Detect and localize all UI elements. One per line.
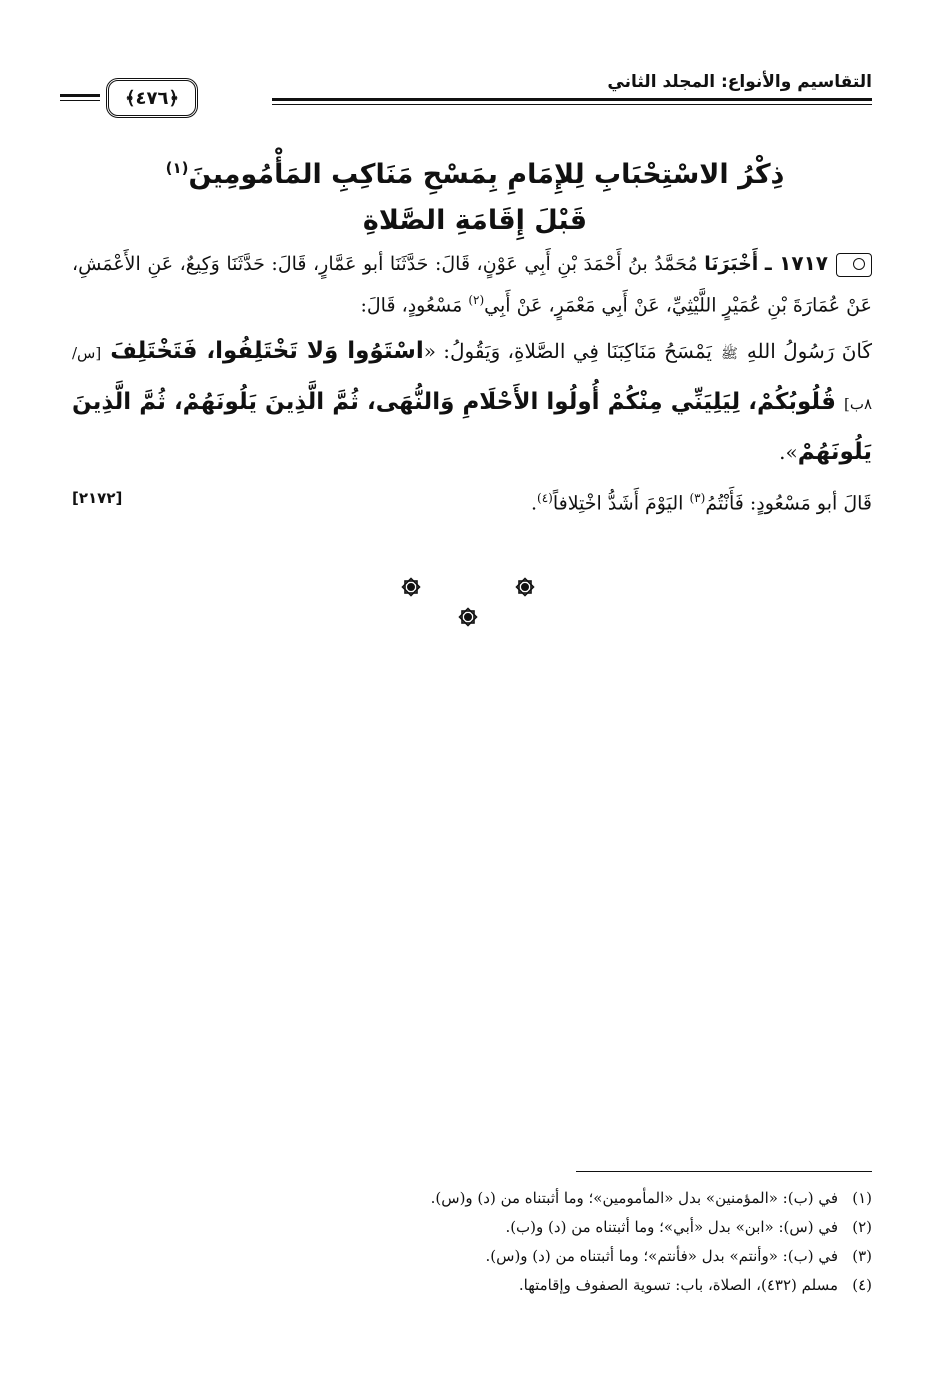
footnote (272, 1184, 872, 1213)
header-rule-left (60, 94, 100, 97)
footnote (272, 1242, 872, 1271)
header-rule-thin (272, 104, 872, 105)
footnote-marker-3: (٣) (689, 491, 706, 506)
ornament-icon (457, 606, 479, 628)
matn-intro: كَانَ رَسُولُ اللهِ (746, 339, 873, 364)
hadith-number: ١٧١٧ ـ (764, 251, 828, 275)
isnad-text-end: مَسْعُودٍ، قَالَ: (360, 294, 463, 317)
footnote-number: (٢) (852, 1218, 872, 1236)
chapter-title (80, 145, 870, 244)
footnote-separator (576, 1171, 872, 1172)
page-number: ﴿٤٧٦﴾ (106, 78, 198, 118)
matn-paragraph (72, 327, 872, 476)
footnote-marker-4: (٤) (537, 491, 553, 506)
running-title: التقاسيم والأنواع: المجلد الثاني (607, 72, 872, 92)
chapter-title-line-1 (80, 145, 870, 198)
footnote-text: في (ب): «المؤمنين» بدل «المأمومين»؛ وما أثبتناه من (د) و(س). (430, 1189, 838, 1207)
footnote-marker-1: (١) (165, 159, 189, 177)
closing-text-1: قَالَ أبو مَسْعُودٍ: فَأَنْتُمُ (705, 492, 872, 515)
closing-end: . (530, 492, 537, 515)
matn-intro-2: يَمْسَحُ مَنَاكِبَنَا فِي الصَّلاةِ، وَيَقُولُ: « (423, 339, 712, 364)
footnote-marker-2: (٢) (468, 293, 485, 307)
footnote-text: في (س): «ابن» بدل «أبي»؛ وما أثبتناه من (د) و(ب). (505, 1218, 838, 1236)
header-rule-left-thin (60, 100, 100, 101)
manuscript-reference: [س/٨ب] (72, 344, 873, 414)
hadith-block (72, 245, 872, 522)
matn-text-1: اسْتَوُوا وَلا تَخْتَلِفُوا، فَتَخْتَلِفَ (110, 338, 424, 365)
ornament-icon (514, 576, 536, 598)
ornament-icon (400, 576, 422, 598)
hadith-marker-icon (836, 253, 872, 277)
footnote-number: (١) (852, 1189, 872, 1207)
matn-text-2: قُلُوبُكُمْ، لِيَلِيَنِّي مِنْكُمْ أُولُوا الأَحْلَامِ وَالنُّهَى، ثُمَّ الَّذِينَ يَلُونَهُمْ، ثُمَّ الَّذِينَ يَلُونَهُمْ (72, 389, 872, 466)
footnote-text: مسلم (٤٣٢)، الصلاة، باب: تسوية الصفوف وإقامتها. (518, 1276, 838, 1294)
footnote-number: (٤) (852, 1276, 872, 1294)
footnote-number: (٣) (852, 1247, 872, 1265)
closing-statement (72, 480, 872, 521)
footnote (272, 1213, 872, 1242)
footnote (272, 1271, 872, 1300)
page-header (60, 70, 880, 110)
salla-symbol: ﷺ (720, 346, 738, 363)
akhbarana: أَخْبَرَنَا (704, 253, 759, 275)
cross-reference: [٢١٧٢] (72, 489, 123, 508)
isnad-text: مُحَمَّدُ بنُ أَحْمَدَ بْنِ أَبِي عَوْنٍ، قَالَ: حَدَّثَنَا أبو عَمَّارٍ، قَالَ: حَدَّثَنَا وَكِيعٌ، عَنِ الأَعْمَشِ، عَنْ عُمَارَةَ بْنِ عُمَيْرٍ اللَّيْثِيِّ، عَنْ أَبِي مَعْمَرٍ، عَنْ أَبِي (72, 253, 872, 317)
closing-text-2: اليَوْمَ أَشَدُّ اخْتِلافاً (552, 492, 684, 515)
chapter-title-text: ذِكْرُ الاسْتِحْبَابِ لِلإِمَامِ بِمَسْحِ مَنَاكِبِ المَأْمُومِينَ (188, 159, 785, 190)
footnote-text: في (ب): «وأنتم» بدل «فأنتم»؛ وما أثبتناه من (د) و(س). (485, 1247, 838, 1265)
matn-end: ». (779, 440, 798, 465)
header-rule (272, 98, 872, 101)
chapter-title-line-2: قَبْلَ إِقَامَةِ الصَّلاةِ (362, 205, 588, 236)
footnotes (272, 1184, 872, 1300)
isnad-paragraph (72, 245, 872, 323)
